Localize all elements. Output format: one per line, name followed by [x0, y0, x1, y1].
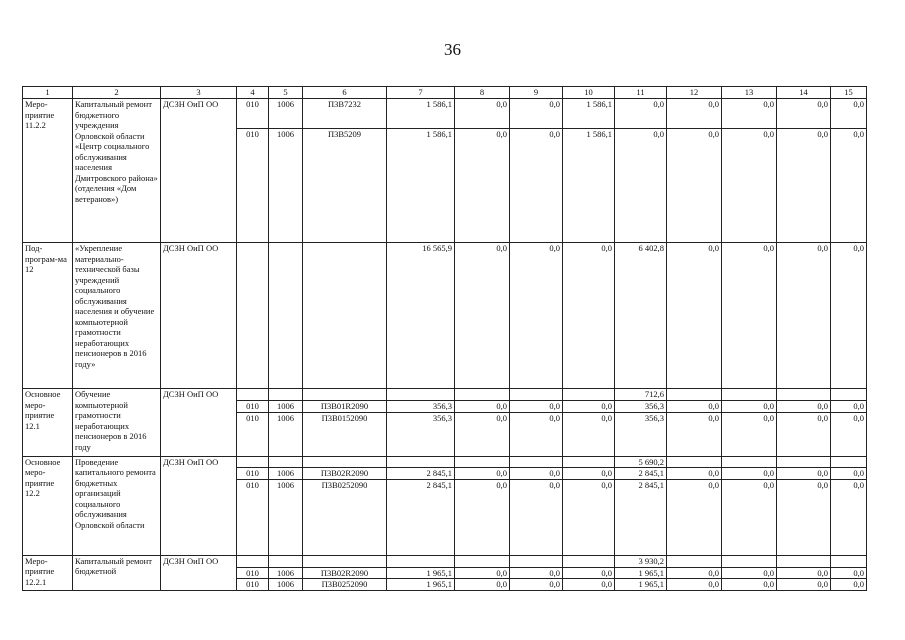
cell: 0,0 — [455, 412, 510, 456]
row-label: Основное меро-приятие 12.2 — [23, 456, 73, 555]
cell — [303, 555, 387, 567]
header-cell: 7 — [387, 87, 455, 99]
cell: 356,3 — [615, 401, 667, 413]
header-cell: 5 — [269, 87, 303, 99]
header-cell: 2 — [73, 87, 161, 99]
cell: 010 — [237, 567, 269, 579]
page-number: 36 — [444, 40, 461, 59]
cell — [722, 389, 777, 401]
cell: 0,0 — [563, 479, 615, 555]
cell — [455, 555, 510, 567]
cell — [269, 555, 303, 567]
cell: 0,0 — [455, 479, 510, 555]
header-cell: 15 — [831, 87, 867, 99]
cell — [237, 389, 269, 401]
cell: П3В0252090 — [303, 479, 387, 555]
cell: 0,0 — [667, 401, 722, 413]
cell — [303, 456, 387, 468]
cell: П3В5209 — [303, 129, 387, 243]
cell: 0,0 — [722, 99, 777, 129]
row-name: Проведение капитального ремонта бюджетных организаций социального обслуживания Орловской области — [73, 456, 161, 555]
cell — [269, 243, 303, 389]
cell: 0,0 — [615, 129, 667, 243]
cell: 0,0 — [667, 479, 722, 555]
cell: 0,0 — [667, 412, 722, 456]
cell: 1006 — [269, 129, 303, 243]
cell: 010 — [237, 401, 269, 413]
header-cell: 12 — [667, 87, 722, 99]
cell: 0,0 — [510, 468, 563, 480]
cell: 356,3 — [387, 412, 455, 456]
cell: 1 586,1 — [563, 129, 615, 243]
header-cell: 1 — [23, 87, 73, 99]
cell — [667, 389, 722, 401]
header-cell: 13 — [722, 87, 777, 99]
cell: 0,0 — [831, 129, 867, 243]
cell — [387, 456, 455, 468]
cell: 0,0 — [455, 129, 510, 243]
cell — [510, 555, 563, 567]
cell: 0,0 — [722, 479, 777, 555]
header-cell: 6 — [303, 87, 387, 99]
cell — [510, 456, 563, 468]
cell — [387, 555, 455, 567]
cell: 1 965,1 — [615, 567, 667, 579]
cell — [303, 389, 387, 401]
row-org: ДСЗН ОиП ОО — [161, 99, 237, 243]
cell: 0,0 — [455, 567, 510, 579]
cell: 356,3 — [387, 401, 455, 413]
cell — [831, 555, 867, 567]
cell: 0,0 — [831, 479, 867, 555]
cell: 0,0 — [510, 99, 563, 129]
cell: 1006 — [269, 99, 303, 129]
cell — [777, 456, 831, 468]
cell: 0,0 — [563, 468, 615, 480]
cell: 356,3 — [615, 412, 667, 456]
row-label: Основное меро-приятие 12.1 — [23, 389, 73, 457]
cell: 1006 — [269, 479, 303, 555]
table-row — [23, 99, 867, 129]
cell — [722, 456, 777, 468]
cell: 0,0 — [831, 412, 867, 456]
cell: 1 965,1 — [387, 579, 455, 591]
cell — [269, 456, 303, 468]
header-cell: 10 — [563, 87, 615, 99]
cell: 3 930,2 — [615, 555, 667, 567]
cell: 2 845,1 — [615, 479, 667, 555]
cell: 5 690,2 — [615, 456, 667, 468]
row-org: ДСЗН ОиП ОО — [161, 389, 237, 457]
cell: 0,0 — [777, 479, 831, 555]
cell: 0,0 — [667, 129, 722, 243]
cell: 0,0 — [722, 579, 777, 591]
cell: 1 586,1 — [387, 99, 455, 129]
cell: 0,0 — [777, 412, 831, 456]
cell: 712,6 — [615, 389, 667, 401]
cell: 1 965,1 — [615, 579, 667, 591]
cell — [831, 389, 867, 401]
cell — [455, 456, 510, 468]
row-name: «Укрепление материально-технической базы учреждений социального обслуживания населения и обучение компьютерной грамотности неработающих пенсионеров в 2016 году» — [73, 243, 161, 389]
row-org: ДСЗН ОиП ОО — [161, 456, 237, 555]
cell: 1 586,1 — [563, 99, 615, 129]
cell: 0,0 — [831, 401, 867, 413]
cell: 010 — [237, 579, 269, 591]
cell: 0,0 — [667, 243, 722, 389]
cell: 0,0 — [563, 401, 615, 413]
cell: 0,0 — [510, 401, 563, 413]
cell — [510, 389, 563, 401]
header-row — [23, 87, 867, 99]
cell: 010 — [237, 479, 269, 555]
cell: П3В0252090 — [303, 579, 387, 591]
cell — [455, 389, 510, 401]
cell: 2 845,1 — [615, 468, 667, 480]
row-label: Меро-приятие 12.2.1 — [23, 555, 73, 590]
cell: 0,0 — [563, 243, 615, 389]
cell: 0,0 — [722, 567, 777, 579]
header-cell: 3 — [161, 87, 237, 99]
table-row — [23, 456, 867, 468]
cell: 0,0 — [777, 567, 831, 579]
row-name: Обучение компьютерной грамотности неработающих пенсионеров в 2016 году — [73, 389, 161, 457]
row-org: ДСЗН ОиП ОО — [161, 243, 237, 389]
cell — [667, 456, 722, 468]
cell: 1 965,1 — [387, 567, 455, 579]
cell — [563, 456, 615, 468]
cell: 0,0 — [667, 99, 722, 129]
cell: 0,0 — [615, 99, 667, 129]
cell: 0,0 — [455, 243, 510, 389]
cell: 1006 — [269, 567, 303, 579]
cell — [237, 243, 269, 389]
cell: 010 — [237, 129, 269, 243]
cell: П3В02R2090 — [303, 567, 387, 579]
cell: 0,0 — [510, 243, 563, 389]
cell: 0,0 — [722, 129, 777, 243]
cell — [303, 243, 387, 389]
cell: 0,0 — [831, 468, 867, 480]
cell: 0,0 — [777, 401, 831, 413]
cell: П3В02R2090 — [303, 468, 387, 480]
cell: 0,0 — [777, 579, 831, 591]
cell: 0,0 — [667, 468, 722, 480]
cell: 6 402,8 — [615, 243, 667, 389]
cell: 0,0 — [722, 401, 777, 413]
header-cell: 8 — [455, 87, 510, 99]
cell: П3В0152090 — [303, 412, 387, 456]
cell — [269, 389, 303, 401]
header-cell: 14 — [777, 87, 831, 99]
cell: 0,0 — [831, 243, 867, 389]
cell: П3В7232 — [303, 99, 387, 129]
row-org: ДСЗН ОиП ОО — [161, 555, 237, 590]
cell: 0,0 — [777, 243, 831, 389]
cell: 0,0 — [722, 468, 777, 480]
cell: 0,0 — [455, 99, 510, 129]
cell: 2 845,1 — [387, 468, 455, 480]
cell: 2 845,1 — [387, 479, 455, 555]
cell: 010 — [237, 412, 269, 456]
row-label: Меро-приятие 11.2.2 — [23, 99, 73, 243]
cell: 010 — [237, 468, 269, 480]
cell — [777, 389, 831, 401]
cell: 1 586,1 — [387, 129, 455, 243]
cell — [237, 456, 269, 468]
cell: 0,0 — [510, 479, 563, 555]
cell: 0,0 — [777, 129, 831, 243]
cell: 1006 — [269, 468, 303, 480]
cell: 0,0 — [831, 99, 867, 129]
cell: 0,0 — [777, 99, 831, 129]
row-name: Капитальный ремонт бюджетной — [73, 555, 161, 590]
cell: 010 — [237, 99, 269, 129]
cell: 0,0 — [667, 579, 722, 591]
header-cell: 9 — [510, 87, 563, 99]
cell: 16 565,9 — [387, 243, 455, 389]
cell: 0,0 — [510, 579, 563, 591]
cell: 0,0 — [455, 401, 510, 413]
cell — [387, 389, 455, 401]
row-label: Под-програм-ма 12 — [23, 243, 73, 389]
header-cell: 4 — [237, 87, 269, 99]
table-row — [23, 243, 867, 389]
cell: 0,0 — [777, 468, 831, 480]
header-cell: 11 — [615, 87, 667, 99]
cell — [831, 456, 867, 468]
row-name: Капитальный ремонт бюджетного учреждения Орловской области «Центр социального обслуживания населения Дмитровского района» (отделения «Дом ветеранов») — [73, 99, 161, 243]
cell: 0,0 — [563, 412, 615, 456]
cell: 0,0 — [455, 579, 510, 591]
cell: 0,0 — [510, 567, 563, 579]
cell: 0,0 — [563, 579, 615, 591]
table-row — [23, 555, 867, 567]
cell: 0,0 — [722, 412, 777, 456]
cell: 0,0 — [510, 129, 563, 243]
cell: 0,0 — [831, 567, 867, 579]
cell: 0,0 — [563, 567, 615, 579]
cell — [563, 389, 615, 401]
cell — [237, 555, 269, 567]
cell — [777, 555, 831, 567]
budget-table — [22, 86, 867, 591]
cell: 1006 — [269, 412, 303, 456]
cell — [563, 555, 615, 567]
cell: 0,0 — [722, 243, 777, 389]
cell — [722, 555, 777, 567]
cell: 0,0 — [510, 412, 563, 456]
cell: 1006 — [269, 401, 303, 413]
cell: П3В01R2090 — [303, 401, 387, 413]
cell — [667, 555, 722, 567]
cell: 0,0 — [831, 579, 867, 591]
cell: 0,0 — [455, 468, 510, 480]
cell: 0,0 — [667, 567, 722, 579]
cell: 1006 — [269, 579, 303, 591]
table-row — [23, 389, 867, 401]
